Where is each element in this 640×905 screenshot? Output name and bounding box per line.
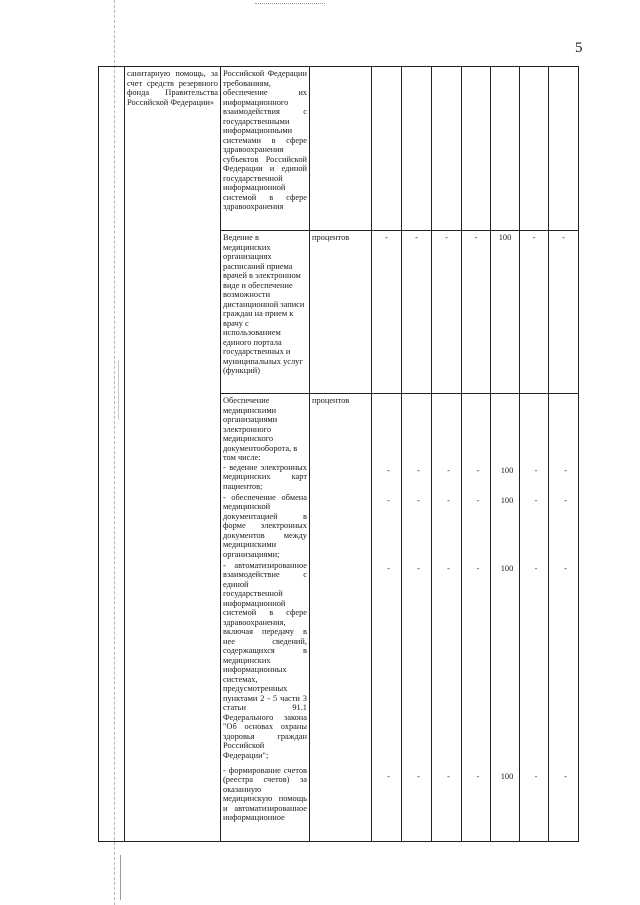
value-cell: 100 xyxy=(491,231,520,394)
sub-item: - автоматизированное взаимодействие с единой государственной информационной системой в сфере здравоохранения, включая передачу в нее сведений, содержащихся в медицинских информационных системах, предусмотренных пунктами 2 - 5 части 3 статьи 91.1 Федерального закона "Об основах охраны здоровья граждан Российской Федерации"; xyxy=(223,560,307,760)
indicator-cell: Ведение в медицинских организациях расписаний приема врачей в электронном виде и обеспечение возможности дистанционной записи граждан на прием к врачу с использованием единого портала государственных и муниципальных услуг (функций) xyxy=(221,231,310,394)
value-cell: - xyxy=(520,231,549,394)
program-name-cell: санитарную помощь, за счет средств резервного фонда Правительства Российской Федерации» xyxy=(125,67,221,842)
sub-item: - формирование счетов (реестра счетов) за оказанную медицинскую помощь и автоматизированное информационное xyxy=(223,765,307,822)
indicator-cell: Российской Федерации требованиям, обеспечение их информационного взаимодействия с государственными информационными системами в сфере здравоохранения субъектов Российской Федерации и единой государственной информационной системой в сфере здравоохранения xyxy=(221,67,310,231)
scan-artifact-top xyxy=(255,3,325,8)
value-cell: 100 100 100 100 xyxy=(491,394,520,842)
indicators-table xyxy=(98,66,579,842)
value-cell: - - - - xyxy=(432,394,462,842)
value-cell: - xyxy=(432,231,462,394)
value-cell: - xyxy=(402,231,432,394)
table-row xyxy=(99,67,579,231)
value-cell: - - - - xyxy=(372,394,402,842)
value-cell: - - - - xyxy=(402,394,432,842)
value-cell: - xyxy=(549,231,579,394)
unit-cell: процентов xyxy=(310,231,372,394)
page-number: 5 xyxy=(575,40,583,56)
value-cell: - - - - xyxy=(549,394,579,842)
value-cell: - - - - xyxy=(462,394,491,842)
unit-cell: процентов xyxy=(310,394,372,842)
value-cell: - - - - xyxy=(520,394,549,842)
unit-cell xyxy=(310,67,372,231)
indicator-cell xyxy=(221,394,310,842)
sub-item: - ведение электронных медицинских карт пациентов; xyxy=(223,462,307,491)
indicator-intro: Обеспечение медицинскими организациями электронного медицинского документооборота, в том числе: xyxy=(223,396,298,462)
value-cell: - xyxy=(372,231,402,394)
sub-item: - обеспечение обмена медицинской документацией в форме электронных документов между медицинскими организациями; xyxy=(223,492,307,559)
scan-artifact-bottom xyxy=(120,855,121,900)
row-number-cell xyxy=(99,67,125,842)
value-cell: - xyxy=(462,231,491,394)
